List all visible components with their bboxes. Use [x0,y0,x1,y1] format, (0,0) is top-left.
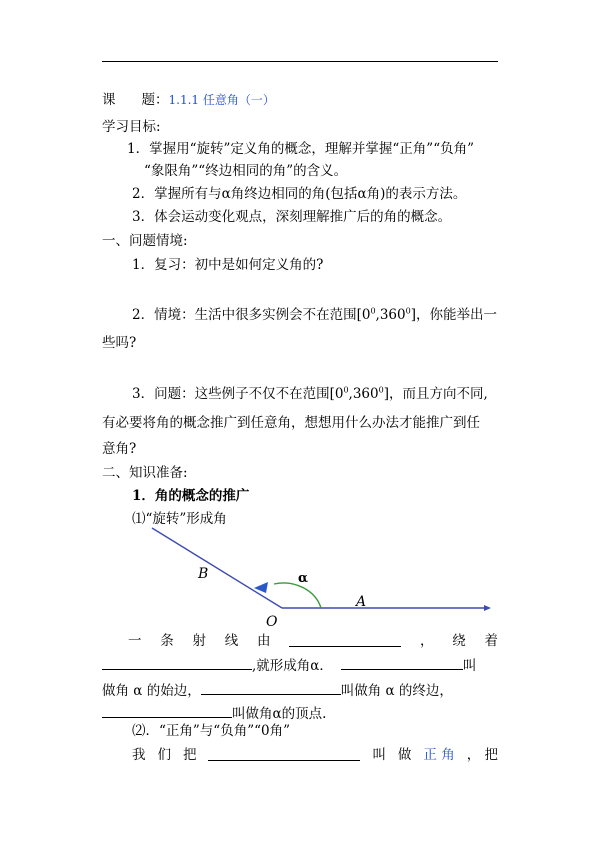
question-2-line-2: 些吗? [102,335,137,351]
angle-arc [274,583,321,608]
fill2-end: 叫 [462,658,477,674]
def-mid-1: 叫 [372,747,386,763]
blank-4[interactable] [201,680,341,695]
blank-1[interactable] [289,632,401,647]
q2-sup-2: 0 [405,306,411,316]
fill-line-1 [128,632,498,650]
fill-line-3 [102,680,453,700]
label-alpha: α [298,571,309,586]
label-B: B [198,566,209,582]
goal-item-1-line-2: “象限角”“终边相同的角”的含义。 [144,163,348,179]
q2-sup-1: 0 [370,306,376,316]
fill1-char-1: 一 [128,633,142,649]
positive-angle-term: 正 角 [423,747,455,763]
lesson-title: 1.1.1 任意角（一） [168,93,275,107]
blank-5[interactable] [102,703,232,718]
q2-pre: 2．情境：生活中很多实例会不在范围[0 [132,307,371,323]
q3-pre: 3．问题：这些例子不仅不在范围[0 [132,386,344,402]
q3-mid: ,360 [348,386,379,402]
ray-OA-arrowhead [484,605,491,611]
fill1-char-2: 条 [160,633,174,649]
angle-rotation-figure [128,522,498,632]
question-3-line-3: 意角? [102,441,137,457]
fill1-char-4: 线 [224,633,239,649]
def-char-2: 们 [157,747,171,763]
blank-2[interactable] [102,655,252,670]
subsection-1: 1．角的概念的推广 [132,488,250,504]
q2-post: ]，你能举出一 [410,307,497,323]
fill1-end-2: 着 [484,633,498,649]
goal-item-1-line-1: 1．掌握用“旋转”定义角的概念，理解并掌握“正角”“负角” [127,141,474,157]
fill-line-2 [102,655,476,675]
def-char-1: 我 [132,747,146,763]
fill1-char-5: 由 [257,633,271,649]
fill1-char-3: 射 [192,633,206,649]
definition-line [132,746,498,764]
goal-item-3: 3．体会运动变化观点，深刻理解推广后的角的概念。 [132,209,452,225]
fill1-end-1: 绕 [452,633,466,649]
section-1-heading: 一、问题情境: [102,233,188,249]
label-A: A [356,594,367,610]
q3-post: ]，而且方向不同, [383,386,488,402]
subsection-1a: ⑴“旋转”形成角 [132,511,227,527]
def-end: ， 把 [466,747,498,763]
def-char-3: 把 [182,747,197,763]
goal-item-2: 2．掌握所有与α角终边相同的角(包括α角)的表示方法。 [132,186,467,202]
question-3-line-2: 有必要将角的概念推广到任意角，想想用什么办法才能推广到任 [102,415,480,431]
question-3-line-1 [132,385,488,403]
title-label-ti: 题： [141,92,169,108]
fill2-mid: ,就形成角α． [252,658,333,674]
header-rule [102,61,498,62]
ray-OB [152,528,282,608]
def-mid-2: 做 [397,747,412,763]
goals-heading: 学习目标: [102,119,161,135]
blank-3[interactable] [341,655,463,670]
question-2-line-1 [132,306,497,324]
q3-sup-2: 0 [378,385,384,395]
lesson-title-line [102,91,275,109]
subsection-2: ⑵．“正角”与“负角”“0角” [132,723,290,739]
fill1-comma: ， [420,633,434,649]
fill-line-4 [102,703,326,723]
fill4-post: 叫做角α的顶点. [232,706,327,722]
q3-sup-1: 0 [343,385,349,395]
label-O: O [266,614,278,630]
section-2-heading: 二、知识准备: [102,465,188,481]
fill3-post: 叫做角 α 的终边， [340,683,453,699]
blank-6[interactable] [208,746,360,761]
q2-mid: ,360 [375,307,406,323]
fill3-pre: 做角 α 的始边， [102,683,201,699]
question-1: 1．复习：初中是如何定义角的? [132,257,324,273]
title-label-ke: 课 [102,92,116,108]
